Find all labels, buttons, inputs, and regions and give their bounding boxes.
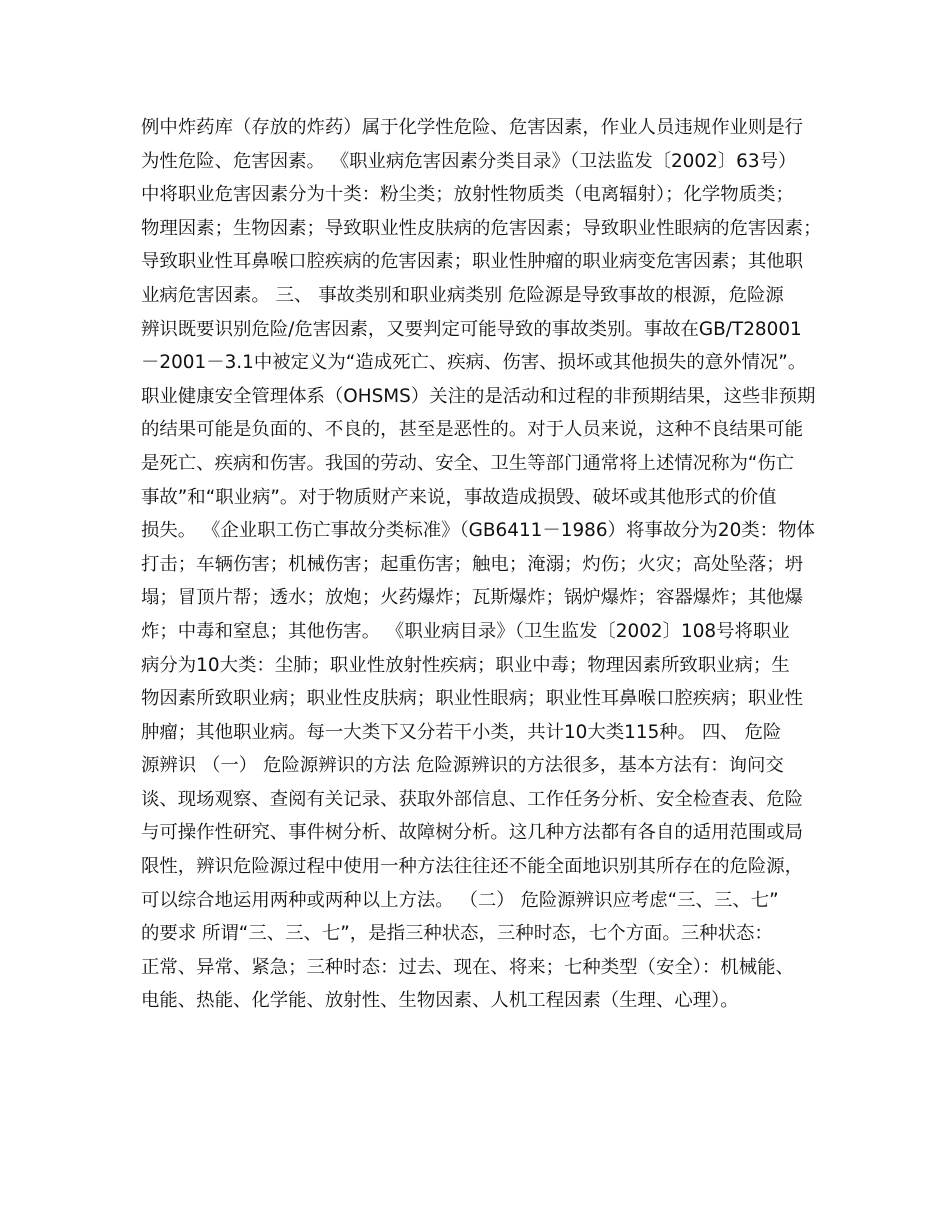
text-line: 打击；车辆伤害；机械伤害；起重伤害；触电；淹溺；灼伤；火灾；高处坠落；坍 [141, 553, 804, 575]
text-line: 是死亡、疾病和伤害。我国的劳动、安全、卫生等部门通常将上述情况称为“伤亡 [141, 452, 795, 474]
text-line: 肿瘤；其他职业病。每一大类下又分若干小类，共计10大类115种。 四、 危险 [141, 721, 782, 743]
text-line: 电能、热能、化学能、放射性、生物因素、人机工程因素（生理、心理）。 [141, 990, 739, 1012]
text-line: 的要求 所谓“三、三、七”，是指三种状态，三种时态，七个方面。三种状态： [141, 923, 773, 945]
text-line: 事故”和“职业病”。对于物质财产来说，事故造成损毁、破坏或其他形式的价值 [141, 486, 777, 508]
text-line: 正常、异常、紧急；三种时态：过去、现在、将来；七种类型（安全）：机械能、 [141, 956, 794, 978]
text-line: 与可操作性研究、事件树分析、故障树分析。这几种方法都有各自的适用范围或局 [141, 822, 804, 844]
body-text [141, 111, 821, 1018]
text-line: 谈、现场观察、查阅有关记录、获取外部信息、工作任务分析、安全检查表、危险 [141, 788, 804, 810]
text-line: 职业健康安全管理体系（OHSMS）关注的是活动和过程的非预期结果，这些非预期 [141, 385, 816, 407]
text-line: 导致职业性耳鼻喉口腔疾病的危害因素；职业性肿瘤的职业病变危害因素；其他职 [141, 251, 804, 273]
text-line: 限性，辨识危险源过程中使用一种方法往往还不能全面地识别其所存在的危险源， [141, 856, 804, 878]
text-line: 损失。 《企业职工伤亡事故分类标准》（GB6411－1986）将事故分为20类：物体 [141, 520, 815, 542]
text-line: 中将职业危害因素分为十类：粉尘类；放射性物质类（电离辐射）；化学物质类； [141, 184, 794, 206]
text-line: 源辨识 （一） 危险源辨识的方法 危险源辨识的方法很多，基本方法有：询问交 [141, 755, 784, 777]
text-line: 辨识既要识别危险/危害因素，又要判定可能导致的事故类别。事故在GB/T28001 [141, 318, 802, 340]
text-line: 物理因素；生物因素；导致职业性皮肤病的危害因素；导致职业性眼病的危害因素； [141, 217, 822, 239]
text-line: 塌；冒顶片帮；透水；放炮；火药爆炸；瓦斯爆炸；锅炉爆炸；容器爆炸；其他爆 [141, 587, 804, 609]
text-line: 物因素所致职业病；职业性皮肤病；职业性眼病；职业性耳鼻喉口腔疾病；职业性 [141, 688, 804, 710]
text-line: 为性危险、危害因素。 《职业病危害因素分类目录》（卫法监发〔2002〕63号） [141, 150, 797, 172]
text-line: 例中炸药库（存放的炸药）属于化学性危险、危害因素，作业人员违规作业则是行 [141, 117, 804, 138]
text-line: 可以综合地运用两种或两种以上方法。 （二） 危险源辨识应考虑“三、三、七” [141, 889, 779, 911]
text-line: －2001－3.1中被定义为“造成死亡、疾病、伤害、损坏或其他损失的意外情况”。 [141, 352, 807, 374]
text-line: 炸；中毒和窒息；其他伤害。 《职业病目录》（卫生监发〔2002〕108号将职业 [141, 620, 790, 642]
text-line: 病分为10大类：尘肺；职业性放射性疾病；职业中毒；物理因素所致职业病；生 [141, 654, 790, 676]
text-line: 业病危害因素。 三、 事故类别和职业病类别 危险源是导致事故的根源，危险源 [141, 284, 784, 306]
text-line: 的结果可能是负面的、不良的，甚至是恶性的。对于人员来说，这种不良结果可能 [141, 419, 804, 441]
